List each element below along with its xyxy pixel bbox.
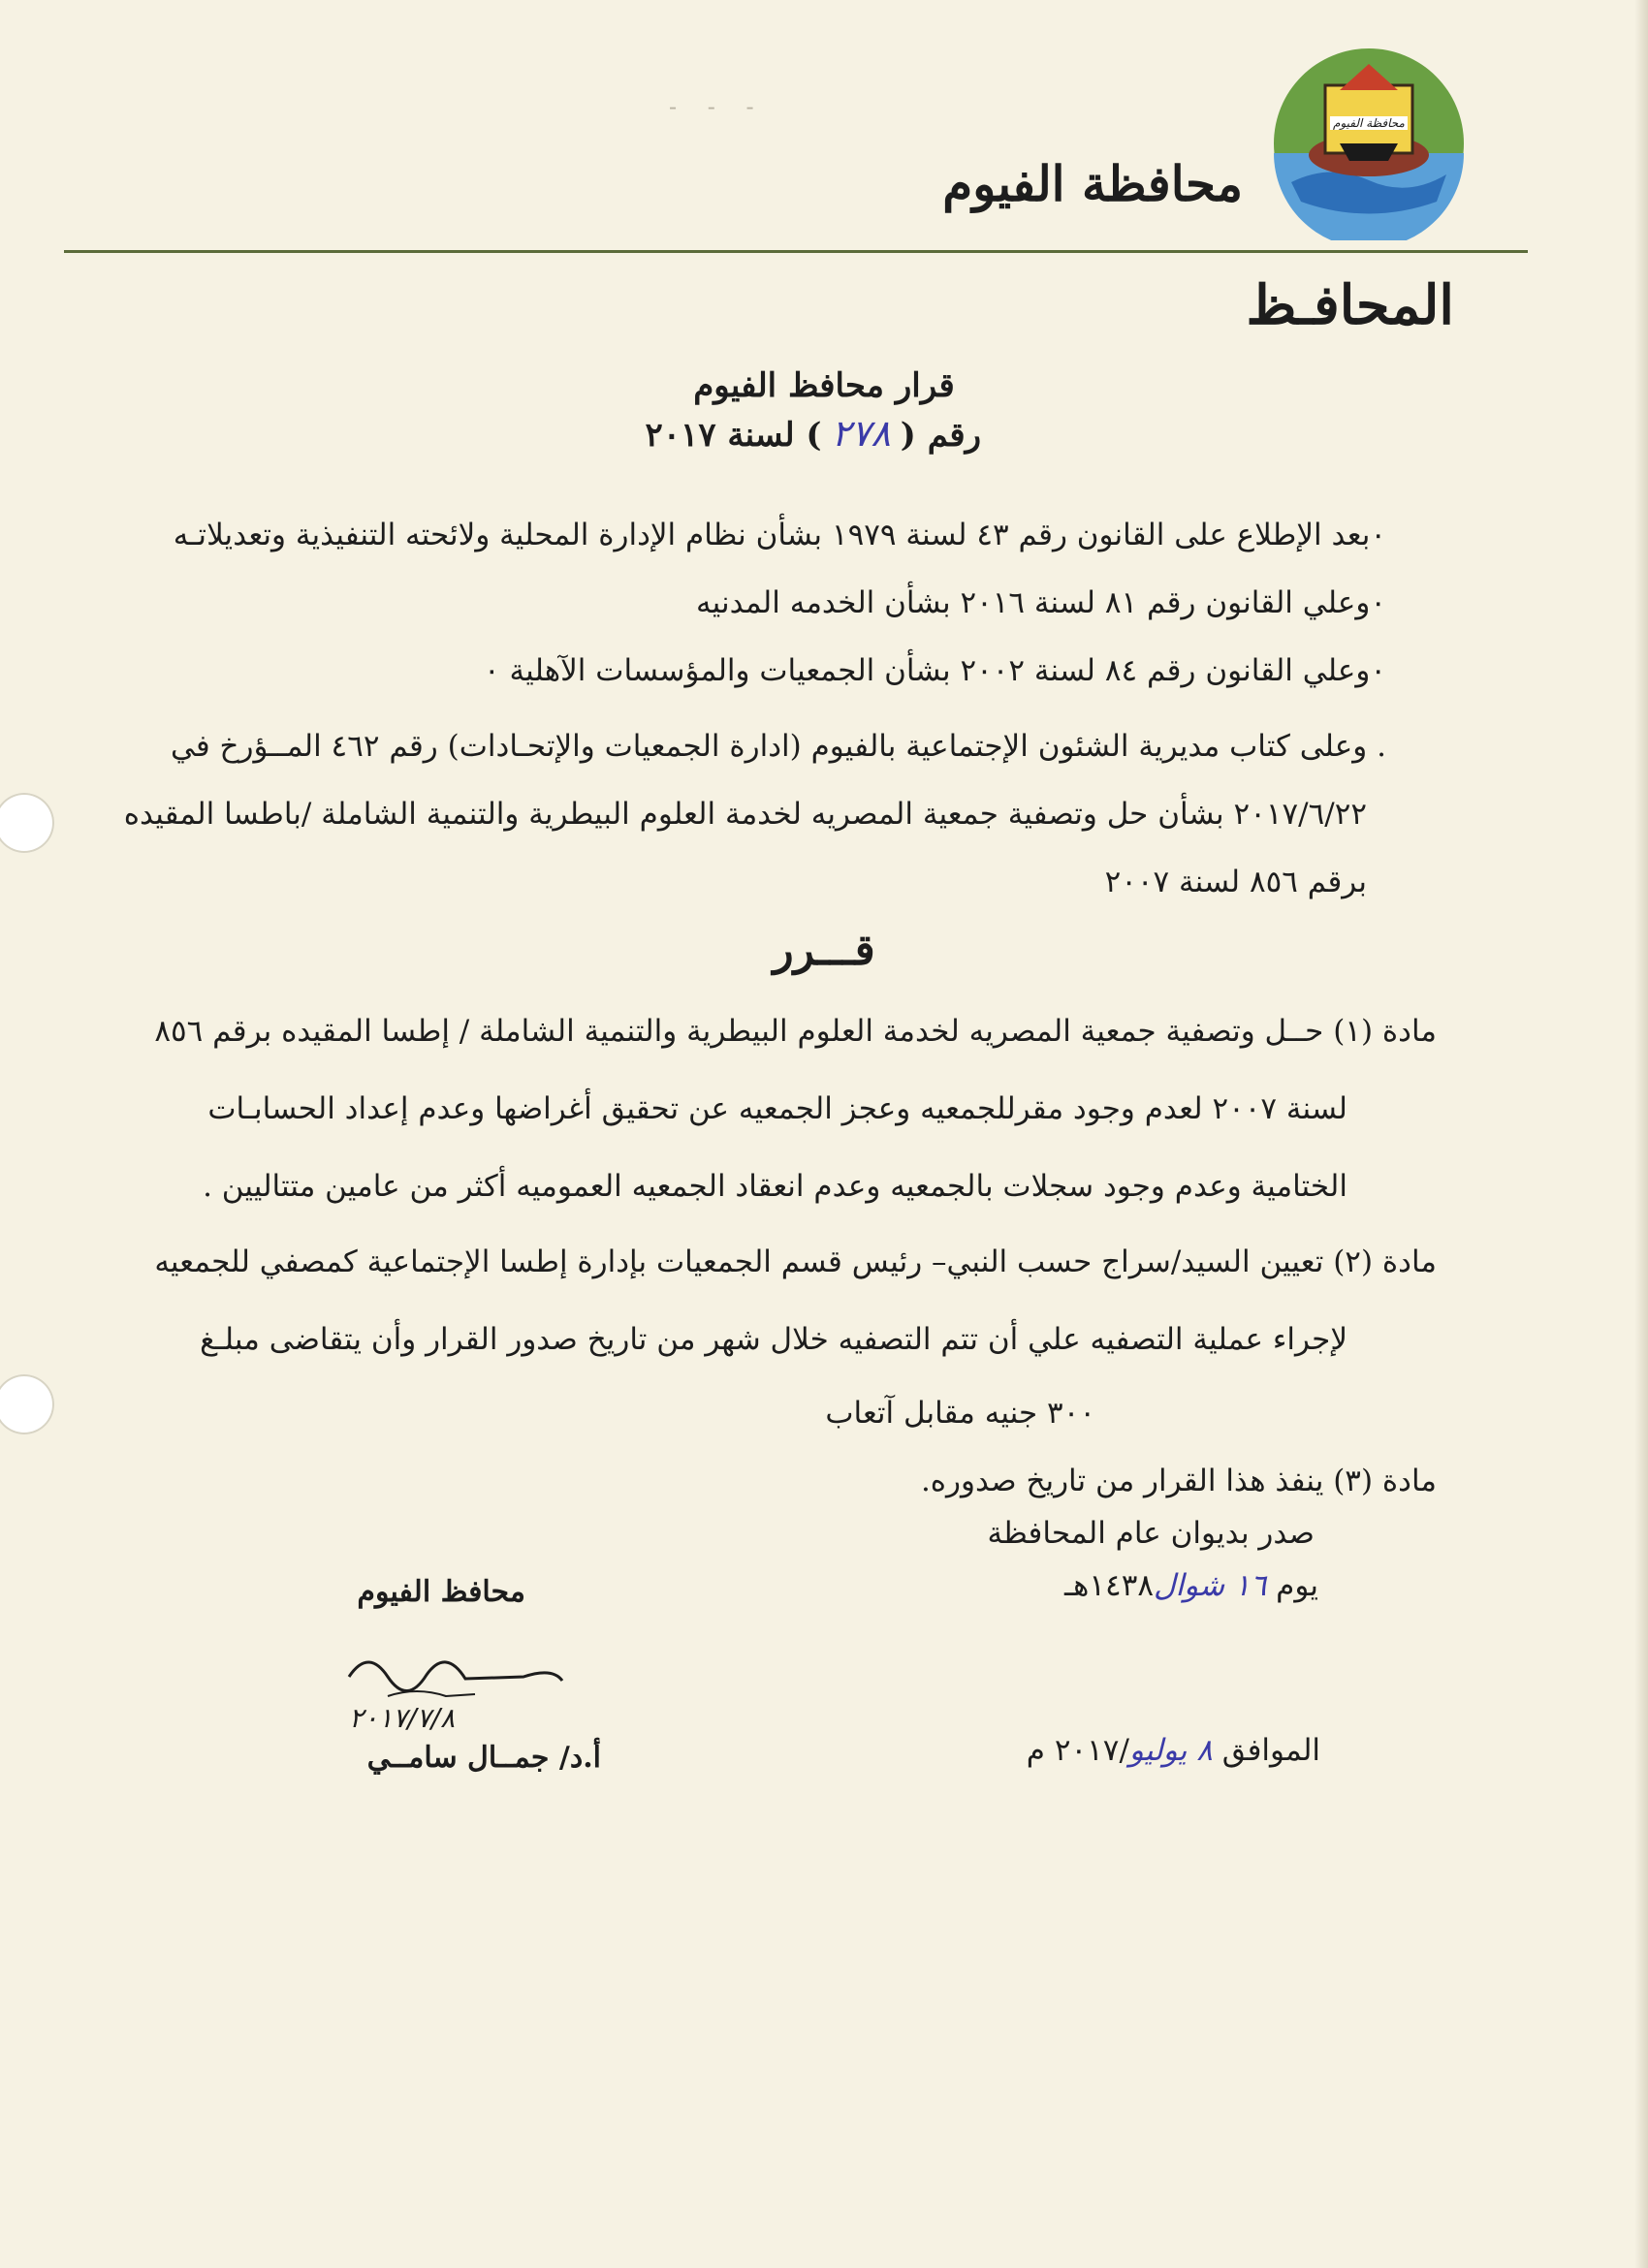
article-1-line: مادة (١) حــل وتصفية جمعية المصريه لخدمة العلوم البيطرية والتنمية الشاملة / إطسا المقيده برقم ٨٥٦	[154, 1014, 1437, 1049]
punch-hole-bottom	[0, 1374, 54, 1434]
hijri-date	[1064, 1568, 1318, 1603]
hijri-date-handwritten: ١٦ شوال	[1154, 1568, 1267, 1603]
gregorian-label: الموافق	[1221, 1733, 1320, 1768]
punch-hole-top	[0, 793, 54, 853]
article-2-line: لإجراء عملية التصفيه علي أن تتم التصفيه خلال شهر من تاريخ صدور القرار وأن يتقاضى مبلـغ	[200, 1322, 1347, 1357]
preamble-line: ٠وعلي القانون رقم ٨١ لسنة ٢٠١٦ بشأن الخدمه المدنيه	[695, 585, 1386, 620]
gregorian-year: /٢٠١٧ م	[1026, 1733, 1129, 1768]
office-title: المحافـظ	[1246, 273, 1454, 337]
page-edge	[1634, 0, 1648, 2268]
decree-number	[646, 412, 981, 455]
issued-at: صدر بديوان عام المحافظة	[987, 1516, 1315, 1551]
decree-number-suffix: ) لسنة ٢٠١٧	[645, 416, 822, 455]
handwritten-signature	[330, 1638, 582, 1745]
article-1-line: الختامية وعدم وجود سجلات بالجمعيه وعدم انعقاد الجمعيه العموميه أكثر من عامين متتاليين .	[203, 1169, 1347, 1204]
article-3-line: مادة (٣) ينفذ هذا القرار من تاريخ صدوره.	[920, 1464, 1437, 1498]
preamble-line: . وعلى كتاب مديرية الشئون الإجتماعية بالفيوم (ادارة الجمعيات والإتحـادات) رقم ٤٦٢ المــؤرخ في	[171, 729, 1386, 764]
signature-date: ٢٠١٧/٧/٨	[349, 1702, 456, 1734]
svg-text:محافظة الفيوم: محافظة الفيوم	[1333, 116, 1405, 130]
gregorian-date-handwritten: ٨ يوليو	[1128, 1733, 1213, 1768]
hijri-year: ١٤٣٨هـ	[1063, 1568, 1154, 1603]
decided-heading: قـــرر	[773, 926, 875, 975]
preamble-line: ٠وعلي القانون رقم ٨٤ لسنة ٢٠٠٢ بشأن الجمعيات والمؤسسات الآهلية ٠	[484, 653, 1386, 688]
header-divider	[64, 250, 1528, 253]
governorate-name: محافظة الفيوم	[942, 155, 1243, 212]
governorate-logo	[1272, 47, 1466, 240]
preamble-line: ٠بعد الإطلاع على القانون رقم ٤٣ لسنة ١٩٧٩ بشأن نظام الإدارة المحلية ولائحته التنفيذية وتعديلاتـه	[173, 518, 1386, 552]
article-2-line: مادة (٢) تعيين السيد/سراج حسب النبي– رئيس قسم الجمعيات بإدارة إطسا الإجتماعية كمصفي للجمعيه	[154, 1244, 1437, 1279]
article-2-line: ٣٠٠ جنيه مقابل آتعاب	[825, 1396, 1095, 1431]
faint-scan-mark: - - -	[669, 93, 766, 120]
article-1-line: لسنة ٢٠٠٧ لعدم وجود مقرللجمعيه وعجز الجمعيه عن تحقيق أغراضها وعدم إعداد الحسابـات	[207, 1091, 1347, 1126]
preamble-line: برقم ٨٥٦ لسنة ٢٠٠٧	[1104, 865, 1367, 899]
day-label: يوم	[1276, 1568, 1318, 1603]
gregorian-date	[1027, 1733, 1320, 1768]
decree-number-handwritten: ٢٧٨	[831, 412, 891, 455]
decree-number-prefix: رقم (	[900, 416, 981, 455]
preamble-line: ٢٠١٧/٦/٢٢ بشأن حل وتصفية جمعية المصريه لخدمة العلوم البيطرية والتنمية الشاملة /باطسا المقيده	[123, 797, 1367, 832]
signatory-name: أ.د/ جمــال سامــي	[366, 1741, 601, 1775]
decree-title: قرار محافظ الفيوم	[693, 366, 955, 405]
signatory-title: محافظ الفيوم	[357, 1575, 525, 1609]
